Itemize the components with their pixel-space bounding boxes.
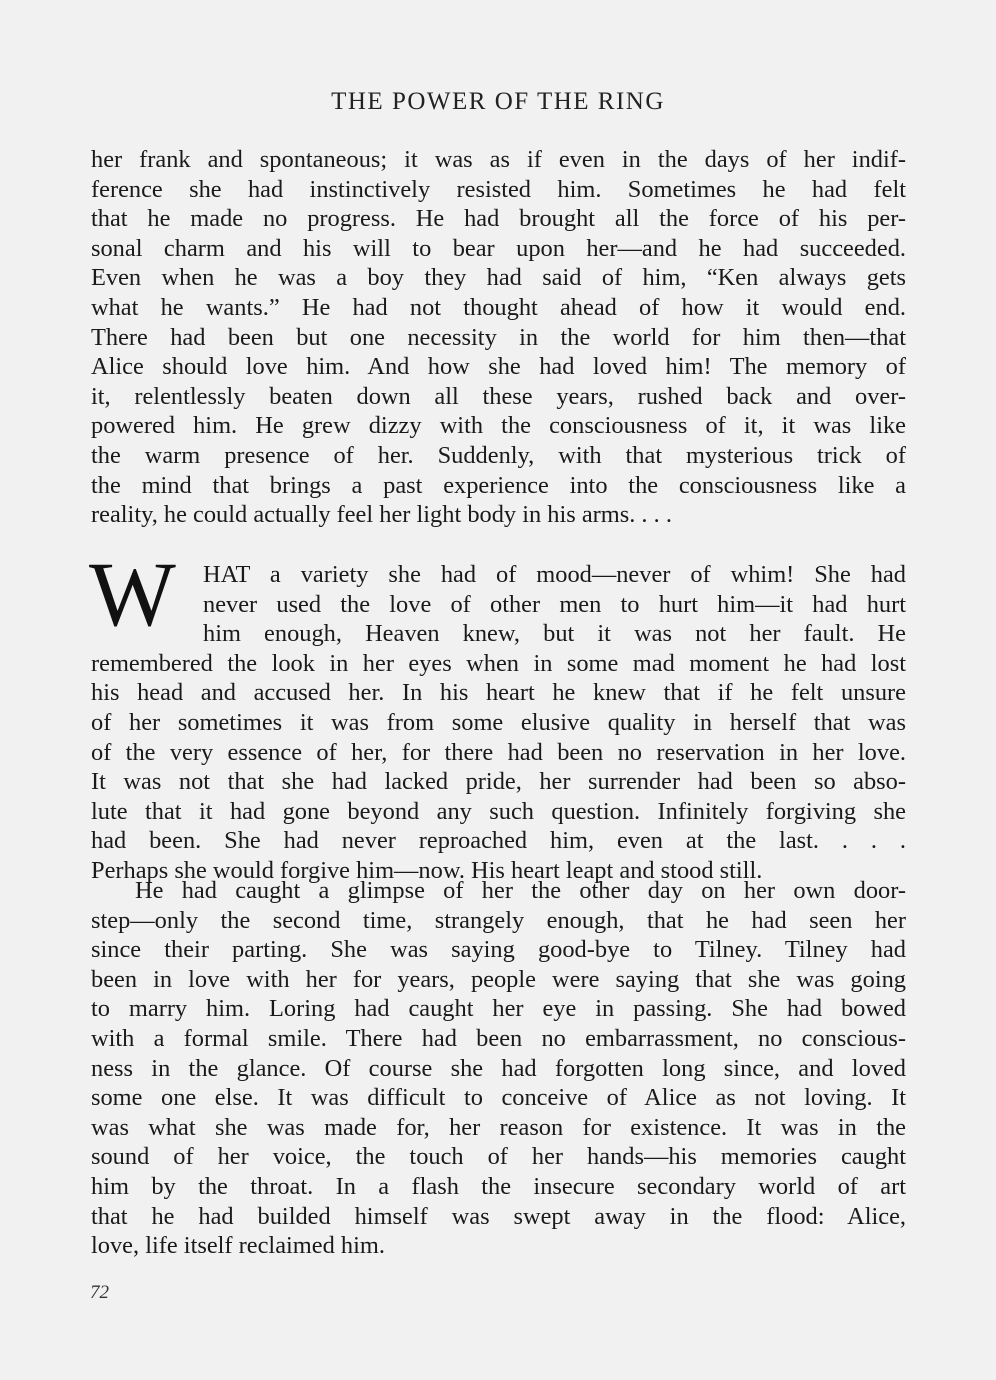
text-line: HAT a variety she had of mood—never of whim! She had [203, 561, 906, 588]
text-line: love, life itself reclaimed him. [91, 1232, 385, 1260]
drop-cap: W [89, 543, 176, 645]
text-line: remembered the look in her eyes when in some mad moment he had lost [91, 649, 906, 677]
text-line: Even when he was a boy they had said of him, “Ken always gets [91, 264, 906, 292]
paragraph-3 [91, 876, 906, 1261]
text-line: the mind that brings a past experience into the consciousness like a [91, 471, 906, 499]
text-line: powered him. He grew dizzy with the consciousness of it, it was like [91, 412, 906, 440]
text-line: to marry him. Loring had caught her eye in passing. She had bowed [91, 995, 906, 1023]
text-line: It was not that she had lacked pride, her surrender had been so abso- [91, 768, 906, 796]
text-line: some one else. It was difficult to conceive of Alice as not loving. It [91, 1084, 906, 1112]
text-line: lute that it had gone beyond any such question. Infinitely forgiving she [91, 797, 906, 825]
text-line: him by the throat. In a flash the insecure secondary world of art [91, 1172, 906, 1200]
text-line: it, relentlessly beaten down all these years, rushed back and over- [91, 382, 906, 410]
text-line: was what she was made for, her reason for existence. It was in the [91, 1113, 906, 1141]
page-number: 72 [90, 1282, 109, 1303]
text-line: sonal charm and his will to bear upon her—and he had succeeded. [91, 234, 906, 262]
running-head: THE POWER OF THE RING [331, 88, 665, 115]
text-line: He had caught a glimpse of her the other day on her own door- [135, 877, 906, 904]
text-line: Perhaps she would forgive him—now. His heart leapt and stood still. [91, 856, 763, 884]
text-line: of the very essence of her, for there had been no reservation in her love. [91, 738, 906, 766]
text-line: the warm presence of her. Suddenly, with that mysterious trick of [91, 441, 906, 469]
paragraph-2 [91, 560, 906, 886]
text-line: reality, he could actually feel her light body in his arms. . . . [91, 501, 672, 529]
text-line: of her sometimes it was from some elusive quality in herself that was [91, 708, 906, 736]
text-line: There had been but one necessity in the world for him then—that [91, 323, 906, 351]
text-line: Alice should love him. And how she had loved him! The memory of [91, 353, 906, 381]
text-line: his head and accused her. In his heart he knew that if he felt unsure [91, 679, 906, 707]
text-line: him enough, Heaven knew, but it was not her fault. He [203, 620, 906, 648]
text-line: been in love with her for years, people were saying that she was going [91, 965, 906, 993]
text-line: had been. She had never reproached him, even at the last. . . . [91, 827, 906, 855]
text-line: since their parting. She was saying good-bye to Tilney. Tilney had [91, 936, 906, 964]
paragraph-1 [91, 145, 906, 530]
text-line: what he wants.” He had not thought ahead of how it would end. [91, 293, 906, 321]
text-line: with a formal smile. There had been no embarrassment, no conscious- [91, 1024, 906, 1052]
text-line: that he made no progress. He had brought all the force of his per- [91, 205, 906, 233]
text-line: that he had builded himself was swept away in the flood: Alice, [91, 1202, 906, 1230]
text-line: ness in the glance. Of course she had forgotten long since, and loved [91, 1054, 906, 1082]
text-line: sound of her voice, the touch of her hands—his memories caught [91, 1143, 906, 1171]
text-line: step—only the second time, strangely enough, that he had seen her [91, 906, 906, 934]
text-line: ference she had instinctively resisted him. Sometimes he had felt [91, 175, 906, 203]
text-line: her frank and spontaneous; it was as if even in the days of her indif- [91, 146, 906, 173]
text-line: never used the love of other men to hurt him—it had hurt [203, 590, 906, 618]
